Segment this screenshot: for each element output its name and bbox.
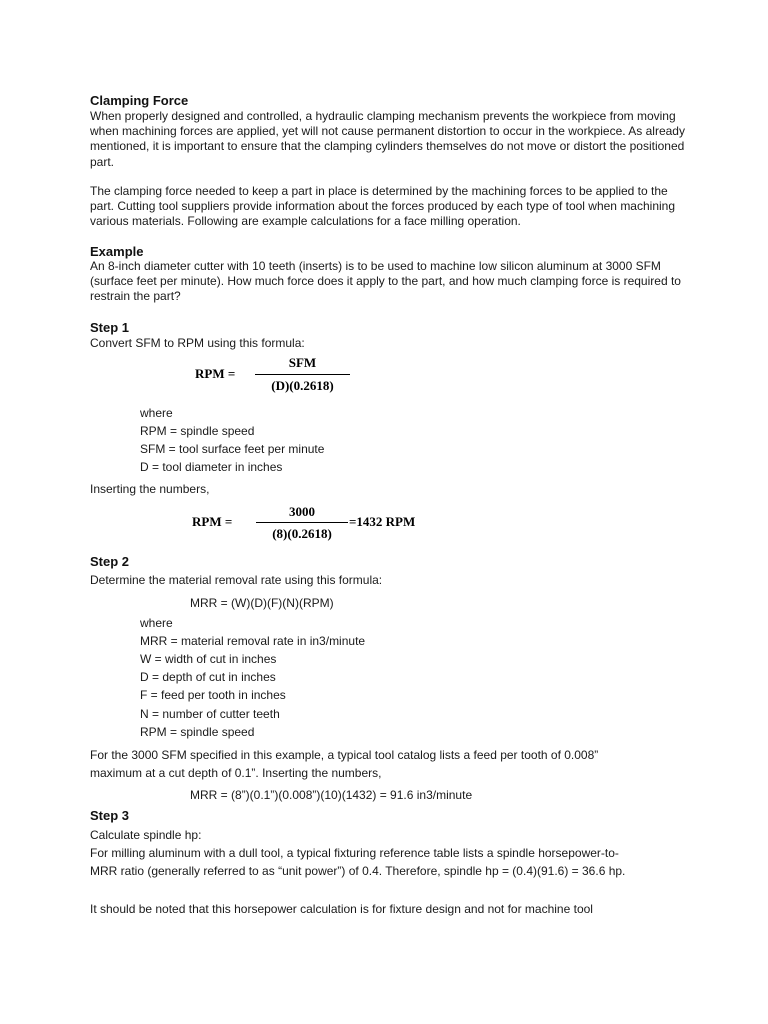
section-heading-clamping-force: Clamping Force (90, 93, 189, 108)
formula1-numerator: SFM (288, 355, 317, 370)
step2-def-5: N = number of cutter teeth (140, 707, 280, 721)
step1-intro: Convert SFM to RPM using this formula: (90, 336, 305, 350)
step2-intro: Determine the material removal rate using this formula: (90, 573, 383, 587)
paragraph-example: An 8-inch diameter cutter with 10 teeth (inserts) is to be used to machine low silicon aluminum at 3000 SFM (surface feet per minute). How much force does it apply to the part, and how much clamping force is required to restrain the part? (90, 259, 681, 304)
formula2-numerator: 3000 (289, 504, 315, 519)
step3-line-1: For milling aluminum with a dull tool, a typical fixturing reference table lists a spindle horsepower-to- (90, 846, 619, 860)
step1-def-1: RPM = spindle speed (140, 424, 255, 438)
step2-where: where (140, 616, 173, 630)
formula2-denominator: (8)(0.2618) (272, 526, 332, 541)
step2-calculation: MRR = (8”)(0.1”)(0.008”)(10)(1432) = 91.6 in3/minute (190, 788, 473, 802)
step1-def-2: SFM = tool surface feet per minute (140, 442, 325, 456)
section-heading-step-3: Step 3 (90, 808, 130, 823)
step2-def-4: F = feed per tooth in inches (140, 688, 286, 702)
paragraph-clamping-intro: When properly designed and controlled, a hydraulic clamping mechanism prevents the workpiece from moving when machining forces are applied, yet will not cause permanent distortion to occur in the workpiece. As already mentioned, it is important to ensure that the clamping cylinders themselves do not move or distort the positioned part. (90, 109, 685, 169)
section-heading-step-2: Step 2 (90, 554, 130, 569)
formula2-lhs: RPM = (192, 514, 233, 529)
step1-def-3: D = tool diameter in inches (140, 460, 283, 474)
formula1-fraction-bar (255, 374, 350, 375)
section-heading-example: Example (90, 244, 144, 259)
step2-def-3: D = depth of cut in inches (140, 670, 276, 684)
step1-inserting: Inserting the numbers, (90, 482, 210, 496)
formula1-denominator: (D)(0.2618) (271, 378, 334, 393)
step3-line-2: MRR ratio (generally referred to as “unit power”) of 0.4. Therefore, spindle hp = (0.4)(91.6) = 36.6 hp. (90, 864, 626, 878)
step1-where: where (140, 406, 173, 420)
step3-note: It should be noted that this horsepower calculation is for fixture design and not for machine tool (90, 902, 593, 916)
step2-catalog-line-2: maximum at a cut depth of 0.1”. Inserting the numbers, (90, 766, 382, 780)
step2-catalog-line-1: For the 3000 SFM specified in this example, a typical tool catalog lists a feed per tooth of 0.008” (90, 748, 599, 762)
step2-def-6: RPM = spindle speed (140, 725, 255, 739)
formula2-fraction-bar (256, 522, 348, 523)
step2-def-1: MRR = material removal rate in in3/minute (140, 634, 366, 648)
paragraph-clamping-force: The clamping force needed to keep a part in place is determined by the machining forces to be applied to the part. Cutting tool suppliers provide information about the forces produced by each type of tool when machining various materials. Following are example calculations for a face milling operation. (90, 184, 676, 229)
step3-intro: Calculate spindle hp: (90, 828, 202, 842)
section-heading-step-1: Step 1 (90, 320, 130, 335)
step2-def-2: W = width of cut in inches (140, 652, 277, 666)
formula2-result: =1432 RPM (349, 514, 416, 529)
formula1-lhs: RPM = (195, 366, 236, 381)
step2-formula: MRR = (W)(D)(F)(N)(RPM) (190, 596, 334, 610)
